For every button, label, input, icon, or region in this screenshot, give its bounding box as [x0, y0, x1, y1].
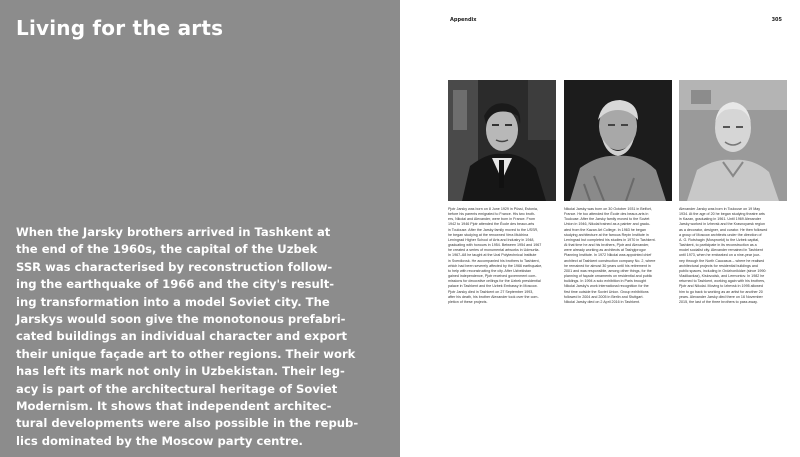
bio-column-alexander: [679, 80, 787, 305]
page-number: 305: [771, 17, 782, 23]
bio-line: 1942 to 1946 Pjotr attended the École des beaux-arts: [448, 222, 535, 227]
bio-line: followed in 2004 and 2005 in Berlin and Stuttgart.: [564, 294, 644, 299]
bio-line: a group of Moscow architects under the direction of: [679, 232, 762, 237]
intro-line: ing transformation into a model Soviet city. The: [16, 294, 330, 309]
bio-line: 2001 and was responsible, among other things, for the: [564, 268, 652, 273]
bio-line: missions for decorative ceilings for the Uzbek presidential: [448, 279, 541, 284]
bio-line: ated from the Kazan Art College. In 1963 he began: [564, 227, 646, 232]
bio-line: Union in 1946, Nikolai trained as a painter and gradu-: [564, 222, 651, 227]
bio-line: 1934. At the age of 20 he began studying theatre arts: [679, 212, 765, 217]
bio-line: 2015, the last of the three brothers to pass away.: [679, 299, 758, 304]
chapter-title: Living for the arts: [16, 16, 224, 40]
intro-line: SSR was characterised by reconstruction follow-: [16, 259, 333, 274]
bio-line: France. He too attended the École des beaux-arts in: [564, 212, 649, 217]
bio-text-pjotr: [448, 207, 556, 305]
bio-line: A. G. Rotshagin (Mosproekt) to the Uzbek capital,: [679, 237, 760, 242]
intro-line: acy is part of the architectural heritage of Soviet: [16, 381, 338, 396]
bio-line: studying architecture at the famous Repin Institute in: [564, 232, 649, 237]
bio-line: public spaces, including in Ordzhonikidze (since 1990:: [679, 268, 767, 273]
bio-line: Leningrad but completed his studies in 1970 in Tashkent.: [564, 237, 656, 242]
bio-line: model socialist city. Alexander remained in Tashkent: [679, 248, 763, 253]
bio-line: Tashkent, to participate in its reconstruction as a: [679, 243, 757, 248]
bio-line: Nikolai Jarsky's work international recognition for the: [564, 284, 649, 289]
intro-line: has left its mark not only in Uzbekistan. Their leg-: [16, 364, 345, 379]
bio-line: ney through the North Caucasus – where he realised: [679, 258, 765, 263]
intro-line: Jarskys would soon give the monotonous prefabri-: [16, 312, 346, 327]
bio-line: Pjotr Jarsky died in Tashkent on 27 September 1993,: [448, 289, 534, 294]
bio-line: to help with reconstructing the city. After Uzbekistan: [448, 268, 532, 273]
intro-line: ing the earthquake of 1966 and the city's result-: [16, 277, 335, 292]
intro-line: cated buildings an individual character and export: [16, 329, 348, 344]
bio-line: Leningrad Higher School of Arts and Industry in 1948,: [448, 237, 535, 242]
bio-line: returned to Tashkent, working again with his brothers,: [679, 279, 766, 284]
bio-line: Jarsky worked in Izhevsk and the Krasnoyarsk region: [679, 222, 765, 227]
bio-line: him to go back to working as an artist for another 20: [679, 289, 763, 294]
running-head: Appendix: [450, 17, 477, 23]
bio-line: buildings. In 1994 a solo exhibition in Paris brought: [564, 279, 647, 284]
bio-text-nikolai: [564, 207, 672, 305]
bio-line: in Sverdlovsk. He accompanied his brothers to Tashkent,: [448, 258, 540, 263]
bio-line: were already working as architects at Tashgiprogor: [564, 248, 646, 253]
bio-line: architectural projects for residential buildings and: [679, 263, 758, 268]
bio-line: Vladikavkaz), Kislovodsk, and Lermontov. In 1982 he: [679, 274, 765, 279]
bio-line: At that time he and his brothers, Pjotr and Alexander,: [564, 243, 650, 248]
portrait-photo-pjotr: [448, 80, 556, 201]
right-page: [400, 0, 800, 457]
bio-line: he created a series of monumental artworks in Udmurtia.: [448, 248, 540, 253]
portrait-photo-nikolai: [564, 80, 672, 201]
bio-line: after his death, his brother Alexander took over the com-: [448, 294, 539, 299]
bio-line: he remained for almost 30 years until his retirement in: [564, 263, 651, 268]
bio-line: until 1973, when he embarked on a nine-year jour-: [679, 253, 761, 258]
bio-line: Pjotr and Nikolai. Moving to Izhevsk in 1995 allowed: [679, 284, 763, 289]
bio-line: in Kazan, graduating in 1961. Until 1969 Alexander: [679, 217, 761, 222]
bio-column-nikolai: [564, 80, 672, 305]
intro-text: [16, 224, 392, 450]
bio-line: before his parents emigrated to France. His two broth-: [448, 212, 536, 217]
intro-line: Modernism. It shows that independent architec-: [16, 399, 332, 414]
intro-line: the end of the 1960s, the capital of the Uzbek: [16, 242, 318, 257]
bio-line: Pjotr Jarsky was born on 8 June 1929 in Püssi, Estonia,: [448, 207, 538, 211]
intro-line: When the Jarsky brothers arrived in Tashkent at: [16, 225, 331, 239]
bio-line: ers, Nikolai and Alexander, were born in France. From: [448, 217, 536, 222]
bio-line: gained independence, Pjotr received government com-: [448, 274, 537, 279]
bio-line: In 1967–68 he taught at the Ural Polytechnical Institute: [448, 253, 537, 258]
intro-line: lics dominated by the Moscow party centre.: [16, 433, 303, 448]
bio-line: Alexander Jarsky was born in Toulouse on 19 May: [679, 207, 761, 211]
bio-line: as a decorator, designer, and curator. He then followed: [679, 227, 768, 232]
bio-line: palace in Tashkent and the Uzbek Embassy in Moscow.: [448, 284, 538, 289]
bio-line: years. Alexander Jarsky died there on 16 November: [679, 294, 763, 299]
intro-line: tural developments were also possible in the repub-: [16, 416, 359, 431]
bio-line: Toulouse. After the Jarsky family moved to the Soviet: [564, 217, 650, 222]
intro-line: their unique façade art to other regions. Their work: [16, 346, 356, 361]
bio-line: Planning Institute. In 1972 Nikolai was appointed chief: [564, 253, 652, 258]
bio-line: pletion of these projects.: [448, 299, 488, 304]
bio-line: planning of façade ornaments on residential and public: [564, 274, 653, 279]
bio-line: Nikolai Jarsky died on 2 April 2016 in Tashkent.: [564, 299, 641, 304]
bio-column-pjotr: [448, 80, 556, 305]
bio-line: Nikolai Jarsky was born on 30 October 1931 in Belfort,: [564, 207, 652, 211]
bio-line: which had been severely affected by the 1966 earthquake,: [448, 263, 543, 268]
bio-text-alexander: [679, 207, 787, 305]
bio-line: in Toulouse. After the Jarsky family moved to the USSR,: [448, 227, 539, 232]
bio-line: first time outside the Soviet Union. Group exhibitions: [564, 289, 649, 294]
bio-line: graduating with honours in 1954. Between 1954 and 1967: [448, 243, 542, 248]
bio-line: architect at Tashkent construction company No. 2, where: [564, 258, 656, 263]
bio-line: he began studying at the renowned Vera Mukhina: [448, 232, 529, 237]
portrait-photo-alexander: [679, 80, 787, 201]
